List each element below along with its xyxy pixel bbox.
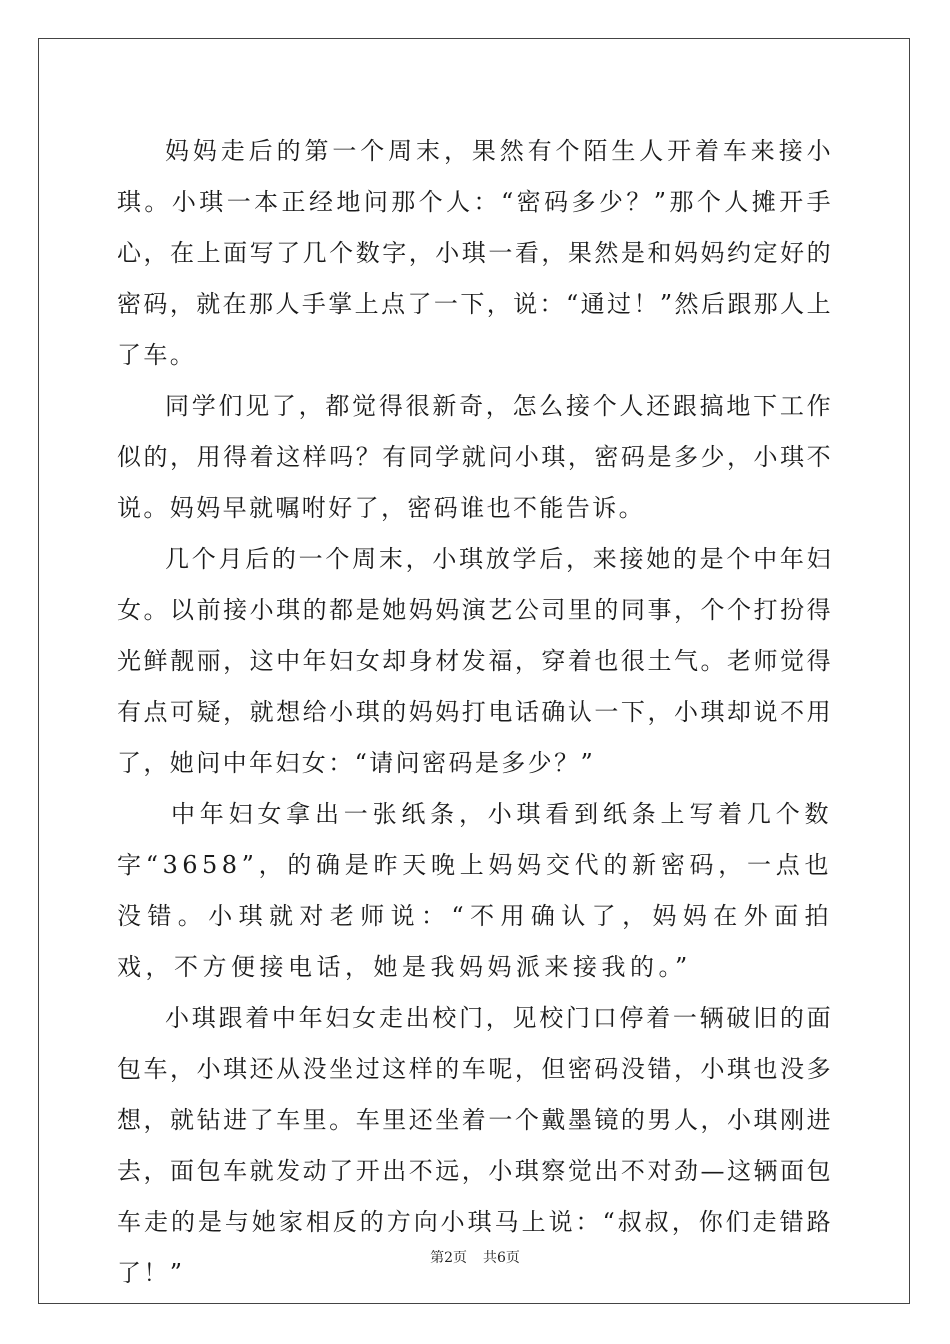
paragraph-2: 同学们见了，都觉得很新奇，怎么接个人还跟搞地下工作似的，用得着这样吗？有同学就问小琪，密码是多少，小琪不说。妈妈早就嘱咐好了，密码谁也不能告诉。 — [117, 392, 833, 522]
paragraph-3: 几个月后的一个周末，小琪放学后，来接她的是个中年妇女。以前接小琪的都是她妈妈演艺公司里的同事，个个打扮得光鲜靓丽，这中年妇女却身材发福，穿着也很土气。老师觉得有点可疑，就想给小琪的妈妈打电话确认一下，小琪却说不用了，她问中年妇女：“请问密码是多少？” — [117, 545, 833, 777]
page-number: 第2页 — [430, 1250, 467, 1266]
page-footer — [0, 1247, 950, 1267]
page-total: 共6页 — [483, 1250, 520, 1266]
paragraph-1: 妈妈走后的第一个周末，果然有个陌生人开着车来接小琪。小琪一本正经地问那个人：“密码多少？”那个人摊开手心，在上面写了几个数字，小琪一看，果然是和妈妈约定好的密码，就在那人手掌上点了一下，说：“通过！”然后跟那人上了车。 — [117, 137, 833, 369]
paragraph-5: 小琪跟着中年妇女走出校门，见校门口停着一辆破旧的面包车，小琪还从没坐过这样的车呢，但密码没错，小琪也没多想，就钻进了车里。车里还坐着一个戴墨镜的男人，小琪刚进去，面包车就发动了开出不远，小琪察觉出不对劲—这辆面包车走的是与她家相反的方向小琪马上说：“叔叔，你们走错路了！” — [117, 1004, 833, 1287]
paragraph-4: 中年妇女拿出一张纸条，小琪看到纸条上写着几个数字“3658”，的确是昨天晚上妈妈交代的新密码，一点也没错。小琪就对老师说：“不用确认了，妈妈在外面拍戏，不方便接电话，她是我妈妈派来接我的。” — [117, 800, 833, 981]
document-body — [117, 126, 833, 1299]
